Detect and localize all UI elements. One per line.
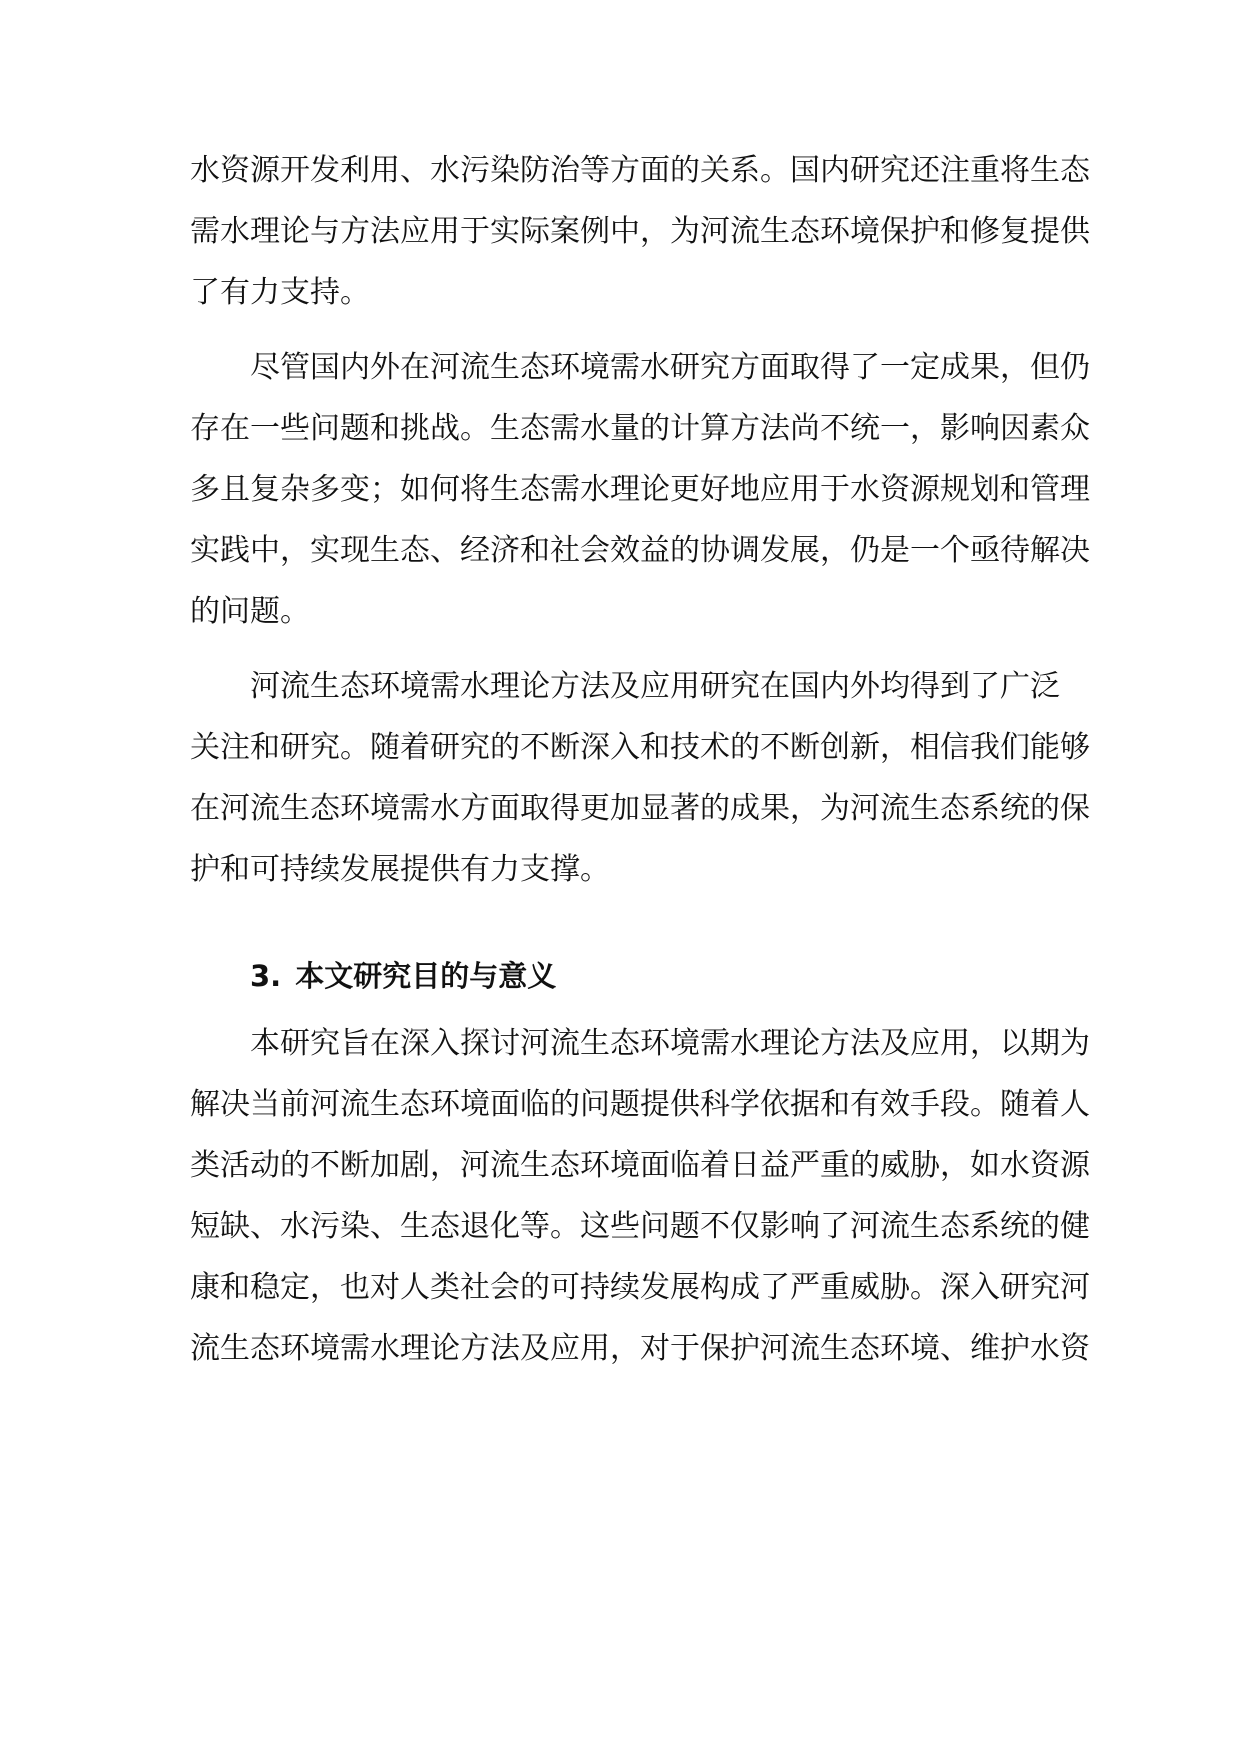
paragraph-1: [190, 140, 1090, 323]
paragraph-line: 在河流生态环境需水方面取得更加显著的成果，为河流生态系统的保: [190, 791, 1090, 826]
paragraph-line: 关注和研究。随着研究的不断深入和技术的不断创新，相信我们能够: [190, 730, 1090, 765]
paragraph-line: 水资源开发利用、水污染防治等方面的关系。国内研究还注重将生态: [190, 153, 1090, 188]
section-paragraph: [190, 1013, 1090, 1379]
paragraph-line: 类活动的不断加剧，河流生态环境面临着日益严重的威胁，如水资源: [190, 1148, 1090, 1183]
paragraph-line: 多且复杂多变；如何将生态需水理论更好地应用于水资源规划和管理: [190, 472, 1090, 507]
paragraph-line: 流生态环境需水理论方法及应用，对于保护河流生态环境、维护水资: [190, 1331, 1090, 1366]
document-body: [190, 140, 1090, 1379]
paragraph-line: 短缺、水污染、生态退化等。这些问题不仅影响了河流生态系统的健: [190, 1209, 1090, 1244]
paragraph-line: 尽管国内外在河流生态环境需水研究方面取得了一定成果，但仍: [250, 350, 1090, 385]
section-title: 本文研究目的与意义: [295, 959, 557, 993]
paragraph-line: 本研究旨在深入探讨河流生态环境需水理论方法及应用，以期为: [250, 1026, 1090, 1061]
paragraph-line: 解决当前河流生态环境面临的问题提供科学依据和有效手段。随着人: [190, 1087, 1090, 1122]
section-number: 3.: [250, 959, 282, 993]
paragraph-line: 了有力支持。: [190, 275, 370, 310]
section-heading: [190, 946, 1060, 1007]
paragraph-2: [190, 337, 1090, 642]
paragraph-3: [190, 656, 1090, 900]
paragraph-line: 的问题。: [190, 594, 310, 629]
paragraph-line: 护和可持续发展提供有力支撑。: [190, 852, 610, 887]
paragraph-line: 存在一些问题和挑战。生态需水量的计算方法尚不统一，影响因素众: [190, 411, 1090, 446]
paragraph-line: 实践中，实现生态、经济和社会效益的协调发展，仍是一个亟待解决: [190, 533, 1090, 568]
paragraph-line: 河流生态环境需水理论方法及应用研究在国内外均得到了广泛: [250, 669, 1060, 704]
paragraph-line: 康和稳定，也对人类社会的可持续发展构成了严重威胁。深入研究河: [190, 1270, 1090, 1305]
paragraph-line: 需水理论与方法应用于实际案例中，为河流生态环境保护和修复提供: [190, 214, 1090, 249]
